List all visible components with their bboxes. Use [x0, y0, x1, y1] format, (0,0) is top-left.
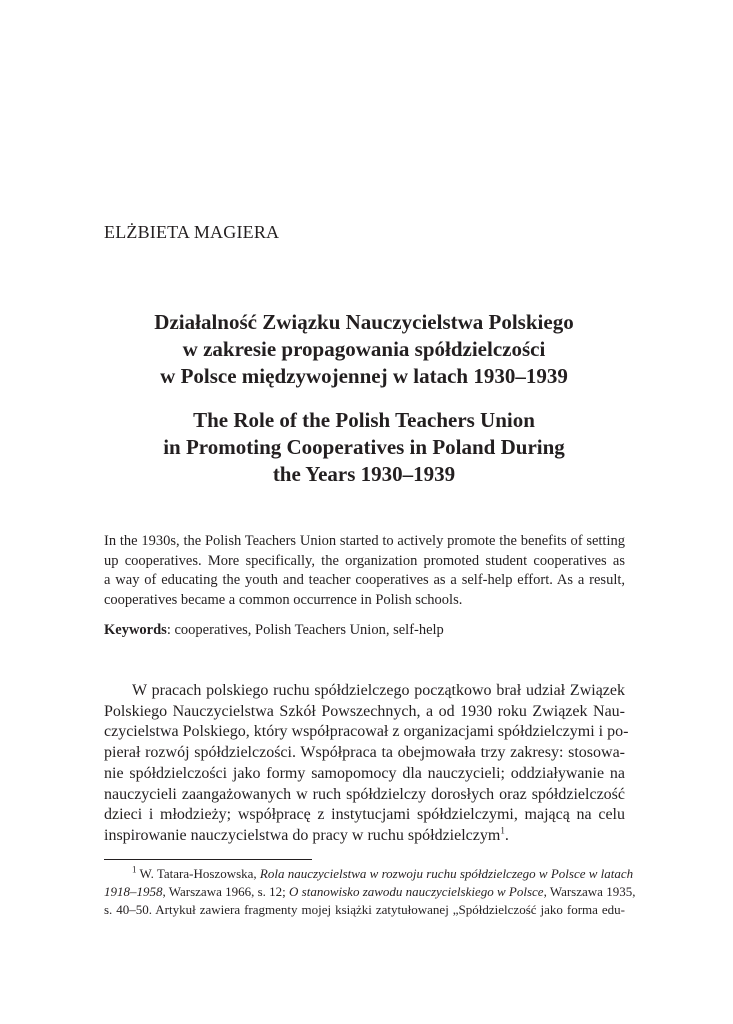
abstract-line: In the 1930s, the Polish Teachers Union started to actively promote the benefits of setting	[104, 533, 625, 549]
footnote-citation: , Warszawa 1966, s. 12;	[162, 884, 290, 899]
footnote-divider	[104, 859, 312, 860]
body-line: pierał rozwój spółdzielczości. Współpraca ta obejmowała trzy zakresy: stosowa-	[104, 744, 625, 762]
body-line: W pracach polskiego ruchu spółdzielczego początkowo brał udział Związek	[132, 682, 625, 699]
keywords	[104, 621, 625, 641]
footnote-line	[104, 864, 634, 883]
footnote-citation-place: , Warszawa 1935,	[543, 884, 636, 899]
keywords-text: : cooperatives, Polish Teachers Union, self-help	[166, 622, 444, 638]
abstract-line: up cooperatives. More specifically, the organization promoted student cooperatives as	[104, 552, 625, 569]
body-line: Polskiego Nauczycielstwa Szkół Powszechnych, a od 1930 roku Związek Nau-	[104, 702, 625, 720]
body-line: czycielstwa Polskiego, który współpracował z organizacjami spółdzielczymi i po-	[104, 723, 629, 741]
abstract-line: cooperatives became a common occurrence in Polish schools.	[104, 591, 463, 608]
body-line: nauczycieli zaangażowanych w ruch spółdzielczy dorosłych oraz spółdzielczość	[104, 785, 625, 803]
body-line-end: .	[504, 826, 509, 844]
title-polish-line: w Polsce międzywojennej w latach 1930–1939	[160, 364, 568, 388]
footnote-number: 1	[132, 864, 137, 875]
abstract	[104, 532, 625, 610]
abstract-line: a way of educating the youth and teacher cooperatives as a self-help effort. As a result,	[104, 572, 625, 588]
title-english-line: The Role of the Polish Teachers Union	[193, 408, 535, 432]
title-polish	[104, 309, 624, 390]
title-english	[104, 407, 624, 488]
footnote-reference[interactable]: 1	[500, 825, 505, 836]
footnote-line: s. 40–50. Artykuł zawiera fragmenty mojej książki zatytułowanej „Spółdzielczość jako forma edu-	[104, 902, 625, 917]
footnote-book-title: Rola nauczycielstwa w rozwoju ruchu spółdzielczego w Polsce w latach	[259, 866, 634, 881]
keywords-label: Keywords	[104, 622, 167, 638]
body-line: dzieci i młodzieży; współpracę z instytucjami spółdzielczymi, mającą na celu	[104, 806, 625, 824]
title-english-line: in Promoting Cooperatives in Poland During	[163, 435, 565, 459]
footnote-author: W. Tatara-Hoszowska,	[136, 866, 260, 881]
footnote-book-title-cont: 1918–1958	[104, 884, 163, 899]
title-english-line: the Years 1930–1939	[272, 462, 456, 486]
title-polish-line: Działalność Związku Nauczycielstwa Polskiego	[154, 310, 574, 334]
author-name: ELŻBIETA MAGIERA	[104, 222, 280, 242]
footnote-line	[104, 883, 636, 901]
title-polish-line: w zakresie propagowania spółdzielczości	[182, 337, 546, 361]
body-line: nie spółdzielczości jako formy samopomocy dla nauczycieli; oddziaływanie na	[104, 764, 625, 782]
footnote	[104, 864, 636, 919]
body-line: inspirowanie nauczycielstwa do pracy w ruchu spółdzielczym	[104, 826, 501, 844]
footnote-second-title: O stanowisko zawodu nauczycielskiego w Polsce	[289, 884, 544, 899]
body-paragraph	[104, 681, 629, 847]
body-last-line	[104, 826, 625, 847]
